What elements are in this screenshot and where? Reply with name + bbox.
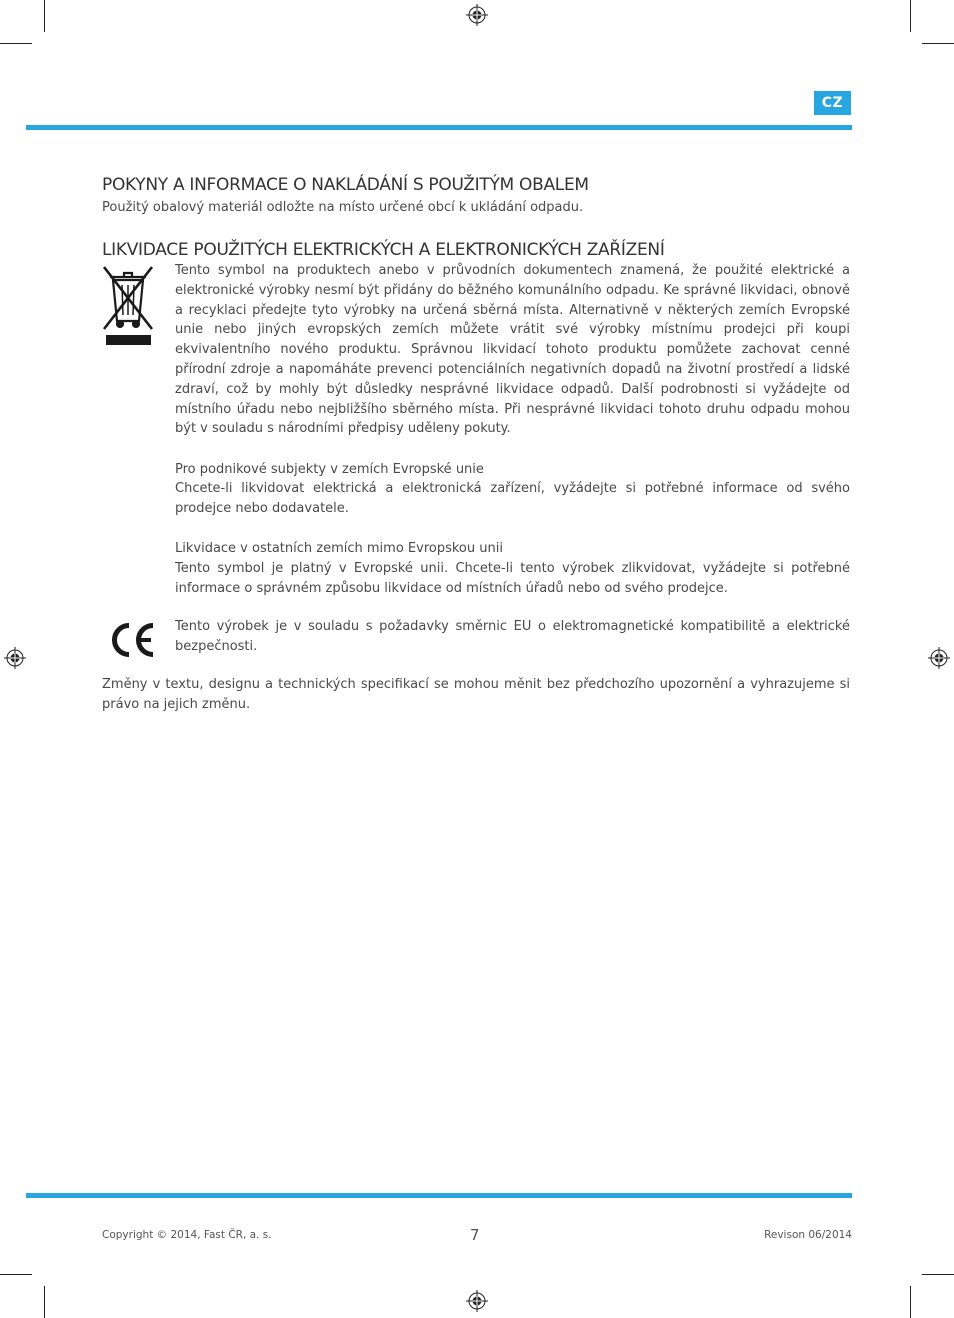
ce-mark-icon: [105, 620, 159, 660]
crop-mark: [910, 1286, 911, 1318]
weee-non-eu-text: Tento symbol je platný v Evropské unii. Chcete-li tento výrobek zlikvidovat, vyžádejte si potřebné informace o správném způsobu likvidace od místních úřadů nebo od svého prodejce.: [175, 561, 850, 596]
weee-non-eu-title: Likvidace v ostatních zemích mimo Evropskou unii: [175, 541, 503, 556]
language-badge: CZ: [814, 91, 851, 115]
ce-text: Tento výrobek je v souladu s požadavky směrnic EU o elektromagnetické kompatibilitě a elektrické bezpečnosti.: [175, 619, 850, 654]
weee-text: Tento symbol na produktech anebo v průvodních dokumentech znamená, že použité elektrické a elektronické výrobky nesmí být přidány do běžného komunálního odpadu. Ke správné likvidaci, obnově a recyklaci předejte tyto výrobky na určená sběrná místa. Alternativně v některých zemích Evropské unie nebo jiných evropských zemích můžete vrátit své výrobky místnímu prodejci při koupi ekvivalentního nového produktu. Správnou likvidací tohoto produktu pomůžete zachovat cenné přírodní zdroje a napomáháte prevenci potenciálních negativních dopadů na životní prostředí a lidské zdraví, což by mohly být důsledky nesprávné likvidace odpadů. Další podrobnosti si vyžádejte od místního úřadu nebo nejbližšího sběrného místa. Při nesprávné likvidaci tohoto druhu odpadu mohou být v souladu s národními předpisy uděleny pokuty.: [175, 263, 850, 437]
weee-heading: LIKVIDACE POUŽITÝCH ELEKTRICKÝCH A ELEKTRONICKÝCH ZAŘÍZENÍ: [102, 240, 665, 260]
registration-mark-icon: [466, 1290, 488, 1312]
crop-mark: [44, 1286, 45, 1318]
registration-mark-icon: [466, 4, 488, 26]
crop-mark: [922, 1274, 954, 1275]
footer-page-number: 7: [470, 1226, 480, 1244]
footer-copyright: Copyright © 2014, Fast ČR, a. s.: [102, 1229, 272, 1241]
packaging-text: Použitý obalový materiál odložte na místo určené obcí k ukládání odpadu.: [102, 200, 584, 215]
crop-mark: [0, 1274, 32, 1275]
crossed-bin-icon: [102, 263, 154, 347]
header-rule: [26, 125, 852, 130]
closing-note: Změny v textu, designu a technických specifikací se mohou měnit bez předchozího upozornění a vyhrazujeme si právo na jejich změnu.: [102, 677, 850, 712]
weee-eu-text: Chcete-li likvidovat elektrická a elektronická zařízení, vyžádejte si potřebné informace od svého prodejce nebo dodavatele.: [175, 481, 850, 516]
crop-mark: [0, 43, 32, 44]
registration-mark-icon: [928, 647, 950, 669]
crop-mark: [44, 0, 45, 32]
footer-rule: [26, 1193, 852, 1198]
footer-revision: Revison 06/2014: [764, 1229, 852, 1241]
packaging-heading: POKYNY A INFORMACE O NAKLÁDÁNÍ S POUŽITÝM OBALEM: [102, 175, 589, 195]
crop-mark: [922, 43, 954, 44]
registration-mark-icon: [4, 647, 26, 669]
crop-mark: [910, 0, 911, 32]
weee-eu-title: Pro podnikové subjekty v zemích Evropské unie: [175, 462, 484, 477]
